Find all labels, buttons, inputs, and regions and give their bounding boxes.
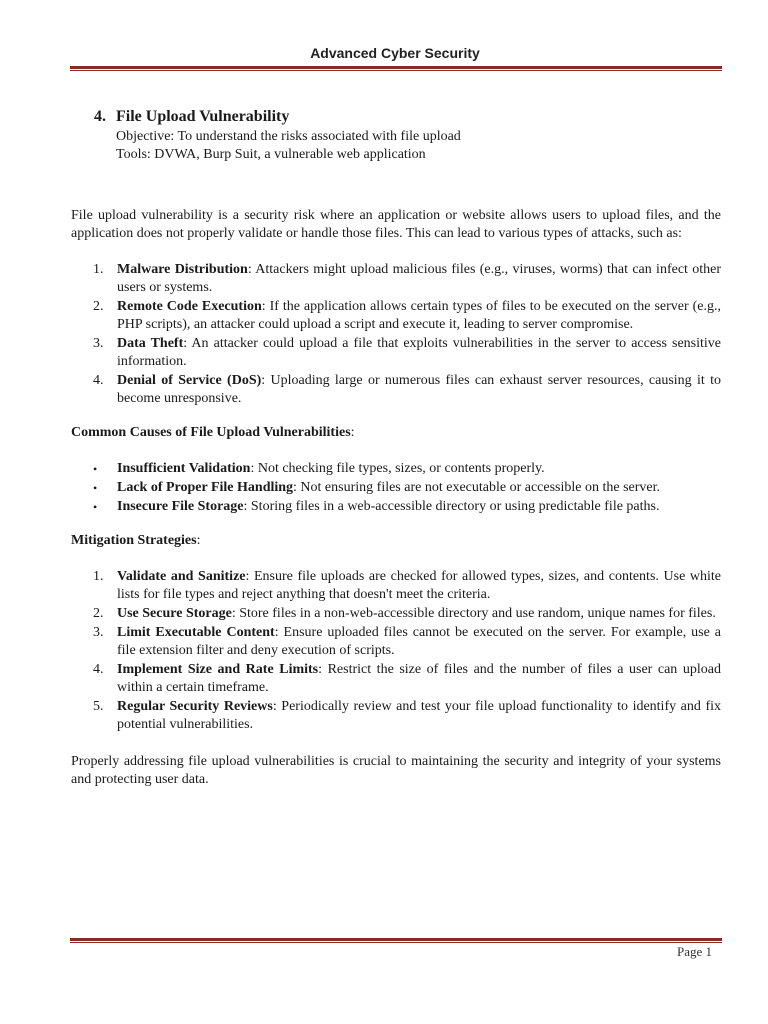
list-item: [71, 372, 721, 408]
list-marker: 4.: [93, 662, 104, 677]
list-item-text: : Not ensuring files are not executable or accessible on the server.: [293, 480, 661, 495]
causes-heading-text: Common Causes of File Upload Vulnerabilities: [71, 425, 351, 440]
list-item-text: : Attackers might upload malicious files (e.g., viruses, worms) that can infect other users or systems.: [117, 262, 721, 295]
list-marker: 1.: [93, 262, 104, 277]
list-item: [71, 605, 721, 623]
list-item: [71, 698, 721, 734]
list-marker: 1.: [93, 569, 104, 584]
list-item-term: Insecure File Storage: [117, 499, 244, 514]
mitigation-heading: [71, 532, 721, 550]
bullet-icon: •: [93, 462, 98, 476]
list-item-text: : If the application allows certain types of files to be executed on the server (e.g., PHP scripts), an attacker could upload a script and execute it, leading to server compromise.: [117, 299, 721, 332]
list-item-term: Insufficient Validation: [117, 461, 251, 476]
list-item-text: : Not checking file types, sizes, or contents properly.: [250, 461, 545, 476]
list-item: [71, 261, 721, 297]
header-title: Advanced Cyber Security: [310, 45, 480, 61]
closing-paragraph: Properly addressing file upload vulnerabilities is crucial to maintaining the security and integrity of your systems and protecting user data.: [71, 754, 721, 787]
header-rule: [70, 66, 722, 71]
list-item-term: Validate and Sanitize: [117, 569, 246, 584]
list-item-term: Regular Security Reviews: [117, 699, 273, 714]
list-item-term: Denial of Service (DoS): [117, 373, 262, 388]
list-marker: 5.: [93, 699, 104, 714]
objective-line: Objective: To understand the risks associated with file upload: [116, 129, 461, 144]
list-marker: 2.: [93, 299, 104, 314]
list-item: [71, 460, 721, 478]
list-item: [71, 568, 721, 604]
mitigation-heading-text: Mitigation Strategies: [71, 533, 197, 548]
list-item: [71, 335, 721, 371]
list-item-term: Lack of Proper File Handling: [117, 480, 294, 495]
list-item-text: : Store files in a non-web-accessible directory and use random, unique names for files.: [231, 606, 716, 621]
list-marker: 3.: [93, 336, 104, 351]
list-item: [71, 624, 721, 660]
bullet-icon: •: [93, 481, 98, 495]
tools-line: Tools: DVWA, Burp Suit, a vulnerable web application: [116, 147, 426, 162]
mitigation-heading-colon: :: [196, 533, 201, 548]
page-number: Page 1: [676, 944, 712, 959]
section-heading: [94, 106, 721, 128]
intro-paragraph: File upload vulnerability is a security risk where an application or website allows users to upload files, and the application does not properly validate or handle those files. This can lead to various types of attacks, such as:: [71, 208, 721, 241]
list-item: [71, 498, 721, 516]
list-item: [71, 661, 721, 697]
document-body: [71, 106, 721, 789]
list-item-text: : Ensure file uploads are checked for allowed types, sizes, and contents. Use white lists for file types and reject anything that doesn't meet the criteria.: [117, 569, 721, 602]
list-item-text: : Restrict the size of files and the number of files a user can upload within a certain timeframe.: [117, 662, 721, 695]
footer-rule: [70, 938, 722, 943]
attack-types-list: [71, 261, 721, 408]
list-item-text: : An attacker could upload a file that exploits vulnerabilities in the server to access sensitive information.: [117, 336, 722, 369]
causes-heading-colon: :: [350, 425, 355, 440]
list-item-term: Remote Code Execution: [117, 299, 262, 314]
list-item-term: Implement Size and Rate Limits: [117, 662, 319, 677]
list-item-term: Use Secure Storage: [117, 606, 232, 621]
list-item: [71, 298, 721, 334]
section-title: File Upload Vulnerability: [116, 108, 290, 125]
list-item-text: : Storing files in a web-accessible directory or using predictable file paths.: [243, 499, 660, 514]
list-marker: 4.: [93, 373, 104, 388]
mitigation-list: [71, 568, 721, 734]
list-item-term: Malware Distribution: [117, 262, 248, 277]
causes-heading: [71, 424, 721, 442]
list-item-text: : Ensure uploaded files cannot be executed on the server. For example, use a file extension filter and deny execution of scripts.: [117, 625, 721, 658]
causes-list: [71, 460, 721, 516]
list-item-term: Data Theft: [117, 336, 184, 351]
list-item-term: Limit Executable Content: [117, 625, 275, 640]
section-number: 4.: [94, 108, 106, 125]
list-marker: 3.: [93, 625, 104, 640]
bullet-icon: •: [93, 500, 98, 514]
list-marker: 2.: [93, 606, 104, 621]
list-item-text: : Periodically review and test your file upload functionality to identify and fix potential vulnerabilities.: [117, 699, 721, 732]
list-item-text: : Uploading large or numerous files can exhaust server resources, causing it to become unresponsive.: [117, 373, 721, 406]
list-item: [71, 479, 721, 497]
